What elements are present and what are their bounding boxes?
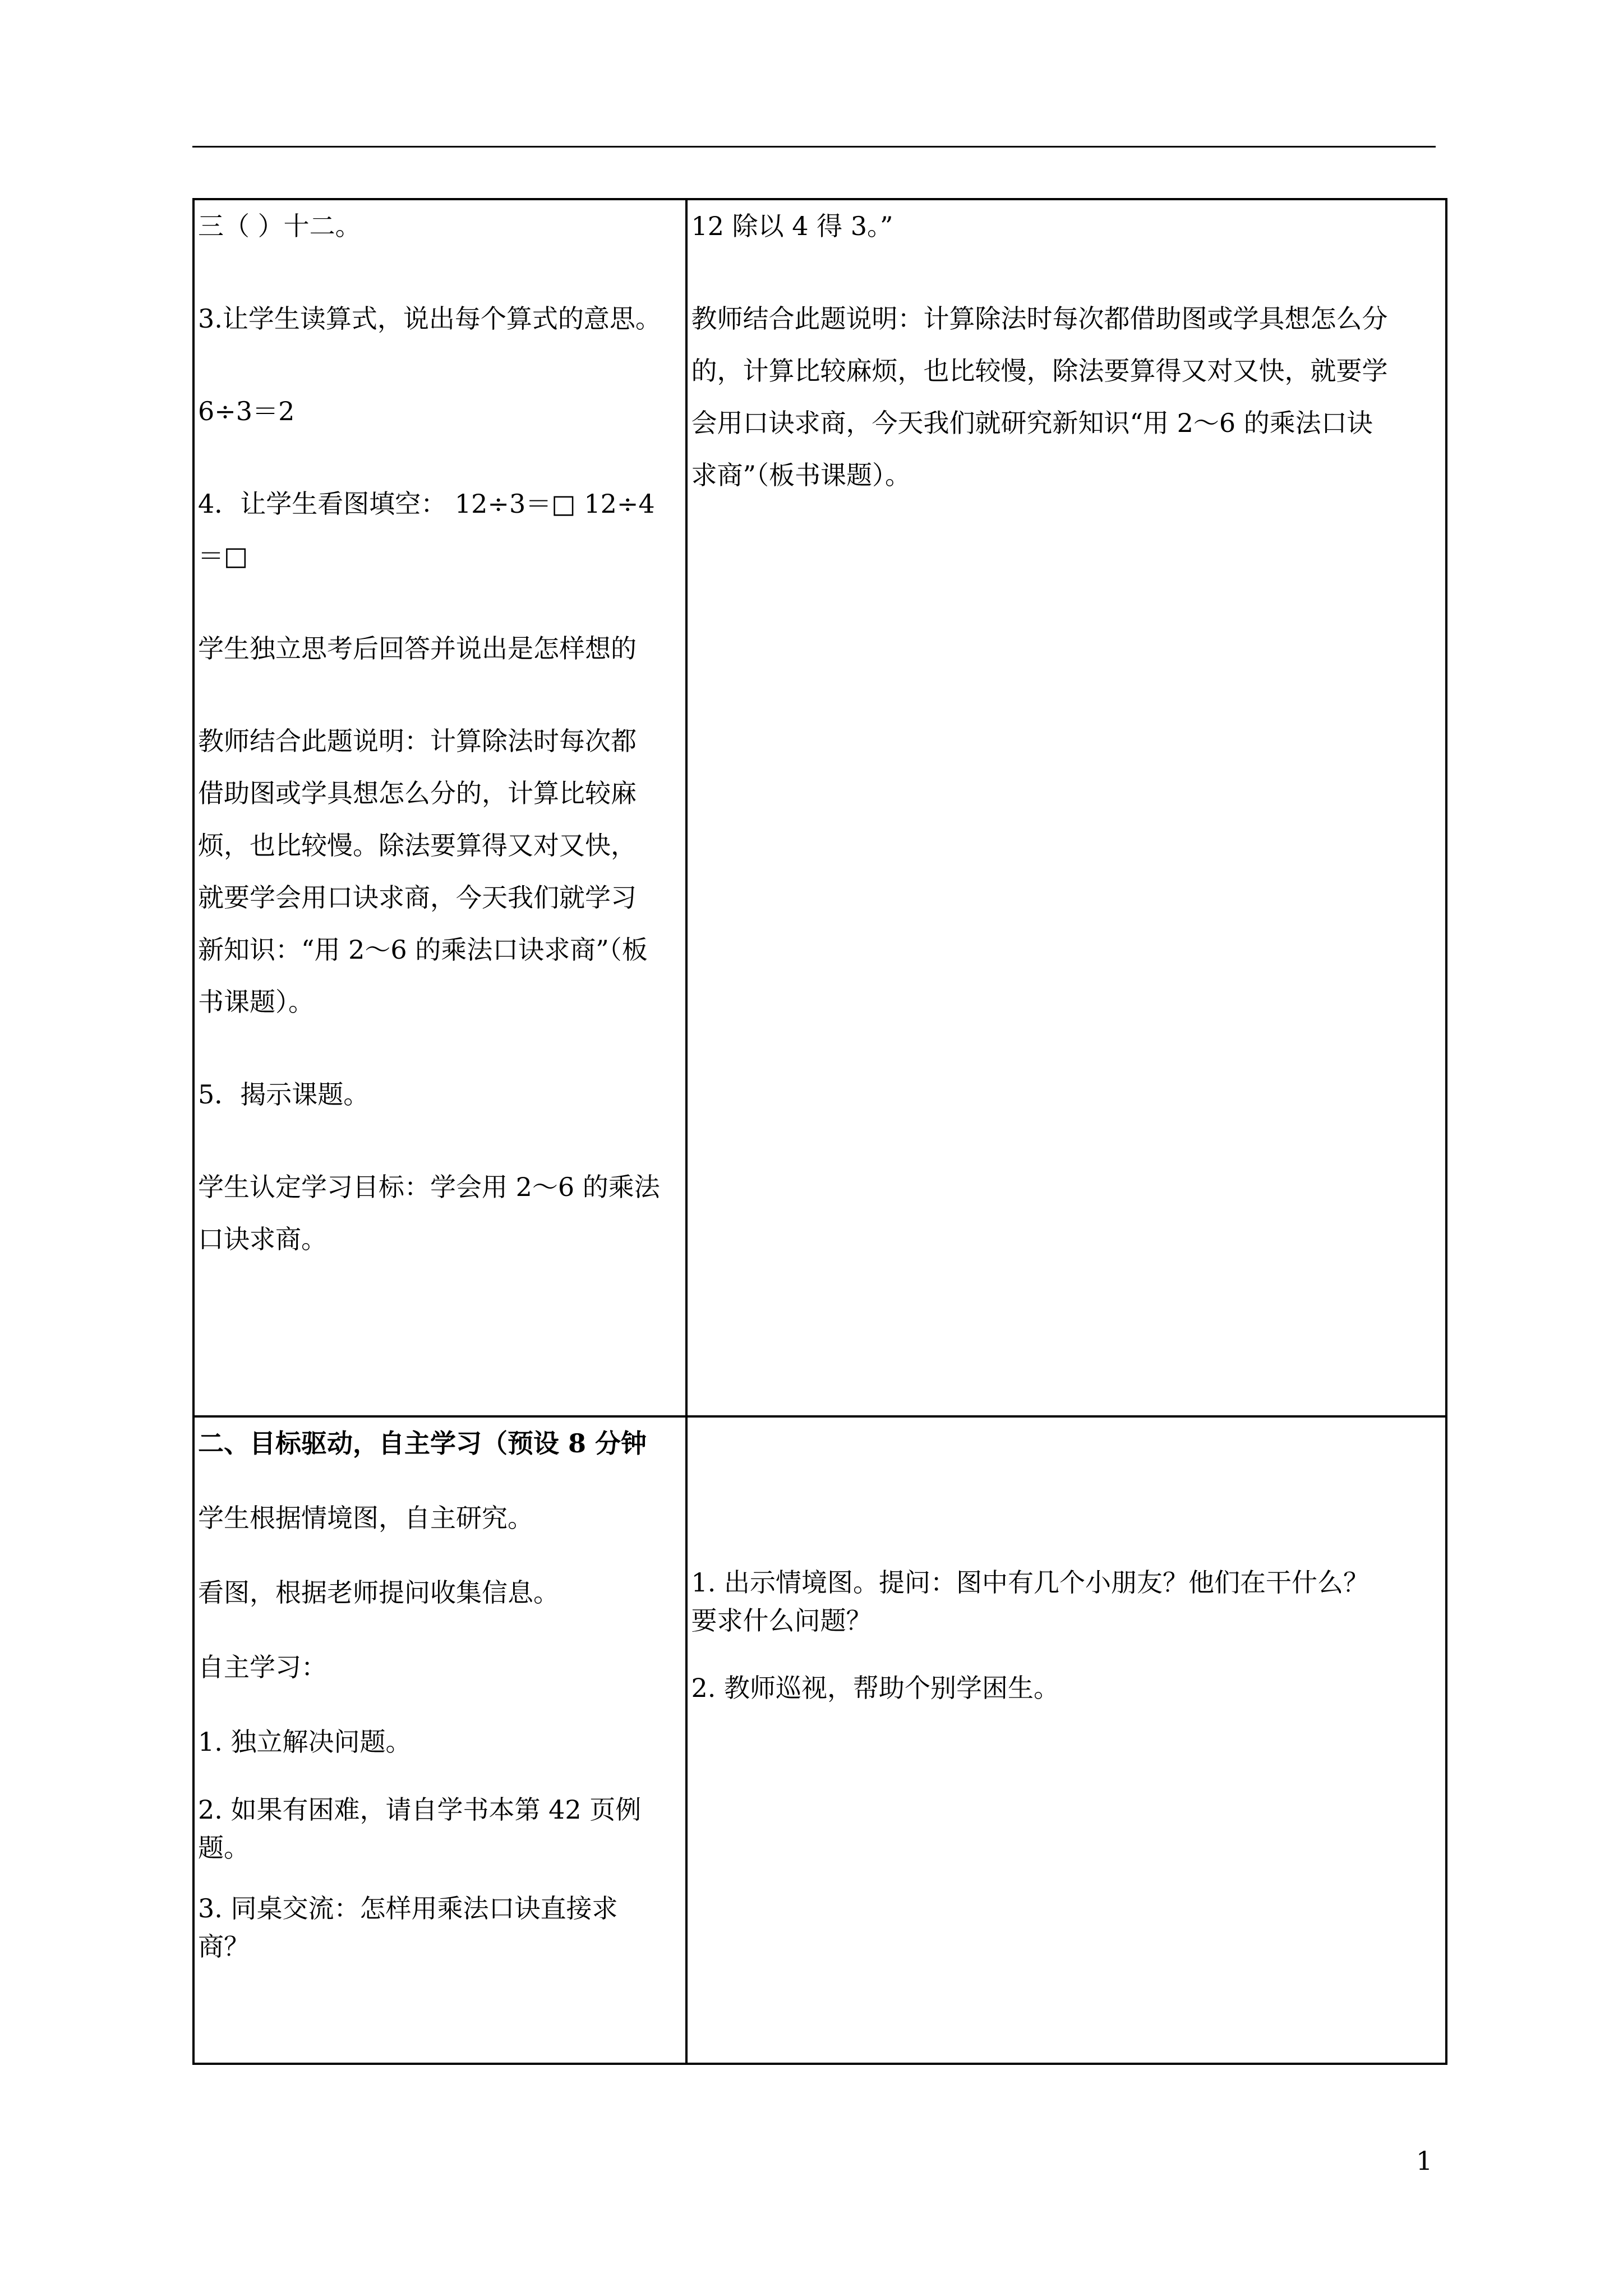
text-line: 3.让学生读算式，说出每个算式的意思。	[198, 303, 661, 334]
student-activity-cell	[193, 1416, 686, 2064]
text-line: 的，计算比较麻烦，也比较慢，除法要算得又对又快，就要学	[691, 356, 1388, 386]
text-line: 题。	[198, 1833, 250, 1863]
text-line: 学生认定学习目标：学会用 2～6 的乘法	[198, 1172, 660, 1202]
text-line: 4．让学生看图填空： 12÷3＝□ 12÷4	[198, 489, 655, 519]
teacher-activity-cell	[686, 199, 1446, 1416]
teacher-activity-cell	[686, 1416, 1446, 2064]
text-line: 2. 如果有困难，请自学书本第 42 页例	[198, 1795, 642, 1825]
text-line: 12 除以 4 得 3。”	[691, 211, 893, 241]
text-line: 学生根据情境图，自主研究。	[198, 1503, 533, 1533]
header-rule	[192, 146, 1436, 148]
text-line: 烦，也比较慢。除法要算得又对又快，	[198, 830, 637, 861]
text-line: 2. 教师巡视，帮助个别学困生。	[691, 1673, 1059, 1703]
text-line: 借助图或学具想怎么分的，计算比较麻	[198, 778, 637, 808]
text-line: 就要学会用口诀求商，今天我们就学习	[198, 882, 637, 913]
table-row	[193, 1416, 1446, 2064]
text-line: 商？	[198, 1931, 250, 1962]
text-line: ＝□	[198, 541, 248, 571]
text-line: 求商”（板书课题）。	[691, 460, 911, 490]
text-line: 5．揭示课题。	[198, 1079, 370, 1110]
page-number: 1	[1416, 2146, 1433, 2176]
text-line: 教师结合此题说明：计算除法时每次都	[198, 726, 637, 756]
text-line: 3. 同桌交流：怎样用乘法口诀直接求	[198, 1893, 618, 1924]
text-line: 学生独立思考后回答并说出是怎样想的	[198, 633, 637, 664]
section-heading: 二、目标驱动，自主学习（预设 8 分钟	[198, 1428, 647, 1458]
text-line: 书课题）。	[198, 987, 314, 1017]
lesson-plan-table	[192, 198, 1447, 2065]
text-line: 教师结合此题说明：计算除法时每次都借助图或学具想怎么分	[691, 303, 1388, 334]
text-line: 会用口诀求商，今天我们就研究新知识“用 2～6 的乘法口诀	[691, 408, 1373, 438]
text-line: 三（ ）十二。	[198, 211, 361, 241]
student-activity-cell	[193, 199, 686, 1416]
text-line: 自主学习：	[198, 1652, 327, 1682]
text-line: 新知识：“用 2～6 的乘法口诀求商”（板	[198, 935, 648, 965]
table-row	[193, 199, 1446, 1416]
text-line: 6÷3＝2	[198, 396, 295, 426]
text-line: 口诀求商。	[198, 1224, 327, 1254]
text-line: 1. 出示情境图。提问：图中有几个小朋友？他们在干什么？	[691, 1567, 1369, 1598]
text-line: 要求什么问题？	[691, 1605, 872, 1636]
text-line: 看图，根据老师提问收集信息。	[198, 1577, 559, 1608]
text-line: 1. 独立解决问题。	[198, 1727, 412, 1757]
